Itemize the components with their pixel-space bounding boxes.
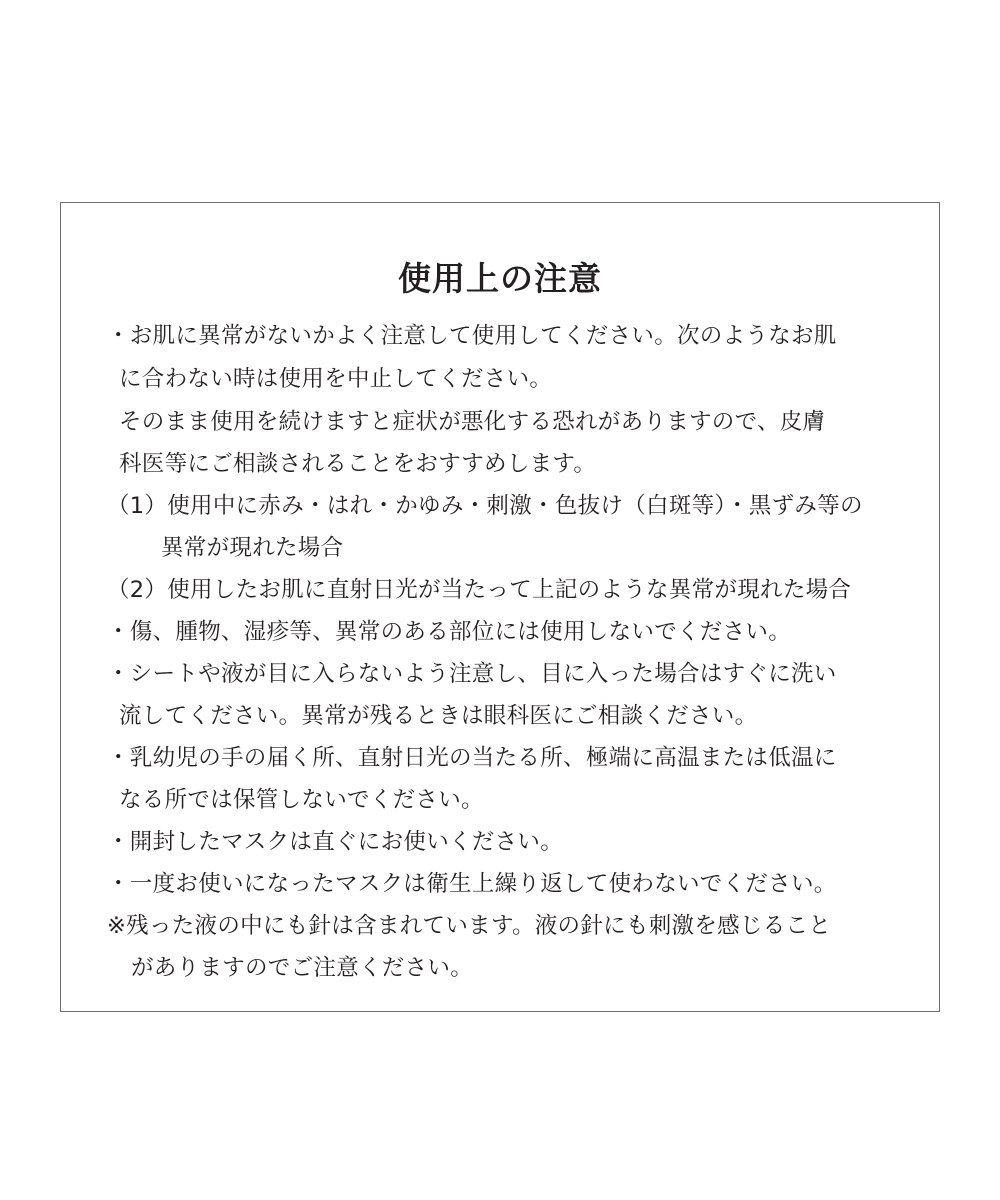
notice-line-6: 異常が現れた場合 xyxy=(161,535,344,561)
notice-title: 使用上の注意 xyxy=(398,259,602,298)
notice-line-9: ・シートや液が目に入らないよう注意し、目に入った場合はすぐに洗い xyxy=(107,661,837,687)
notice-line-3: そのまま使用を続けますと症状が悪化する恐れがありますので、皮膚 xyxy=(119,409,826,435)
notice-line-2: に合わない時は使用を中止してください。 xyxy=(119,366,553,392)
notice-box xyxy=(60,202,940,1012)
notice-line-12: なる所では保管しないでください。 xyxy=(119,787,484,813)
notice-line-5: （1）使用中に赤み・はれ・かゆみ・刺激・色抜け（白斑等）・黒ずみ等の xyxy=(107,493,863,519)
notice-line-1: ・お肌に異常がないかよく注意して使用してください。次のようなお肌 xyxy=(107,323,837,349)
notice-line-7: （2）使用したお肌に直射日光が当たって上記のような異常が現れた場合 xyxy=(107,577,852,603)
notice-line-11: ・乳幼児の手の届く所、直射日光の当たる所、極端に高温または低温に xyxy=(107,745,837,771)
notice-line-4: 科医等にご相談されることをおすすめします。 xyxy=(119,451,597,477)
notice-line-14: ・一度お使いになったマスクは衛生上繰り返して使わないでください。 xyxy=(107,871,837,897)
notice-line-16: がありますのでご注意ください。 xyxy=(131,955,474,981)
notice-line-10: 流してください。異常が残るときは眼科医にご相談ください。 xyxy=(119,703,758,729)
notice-line-13: ・開封したマスクは直ぐにお使いください。 xyxy=(107,829,564,855)
notice-line-15: ※残った液の中にも針は含まれています。液の針にも刺激を感じること xyxy=(107,913,832,939)
notice-line-8: ・傷、腫物、湿疹等、異常のある部位には使用しないでください。 xyxy=(107,619,792,645)
